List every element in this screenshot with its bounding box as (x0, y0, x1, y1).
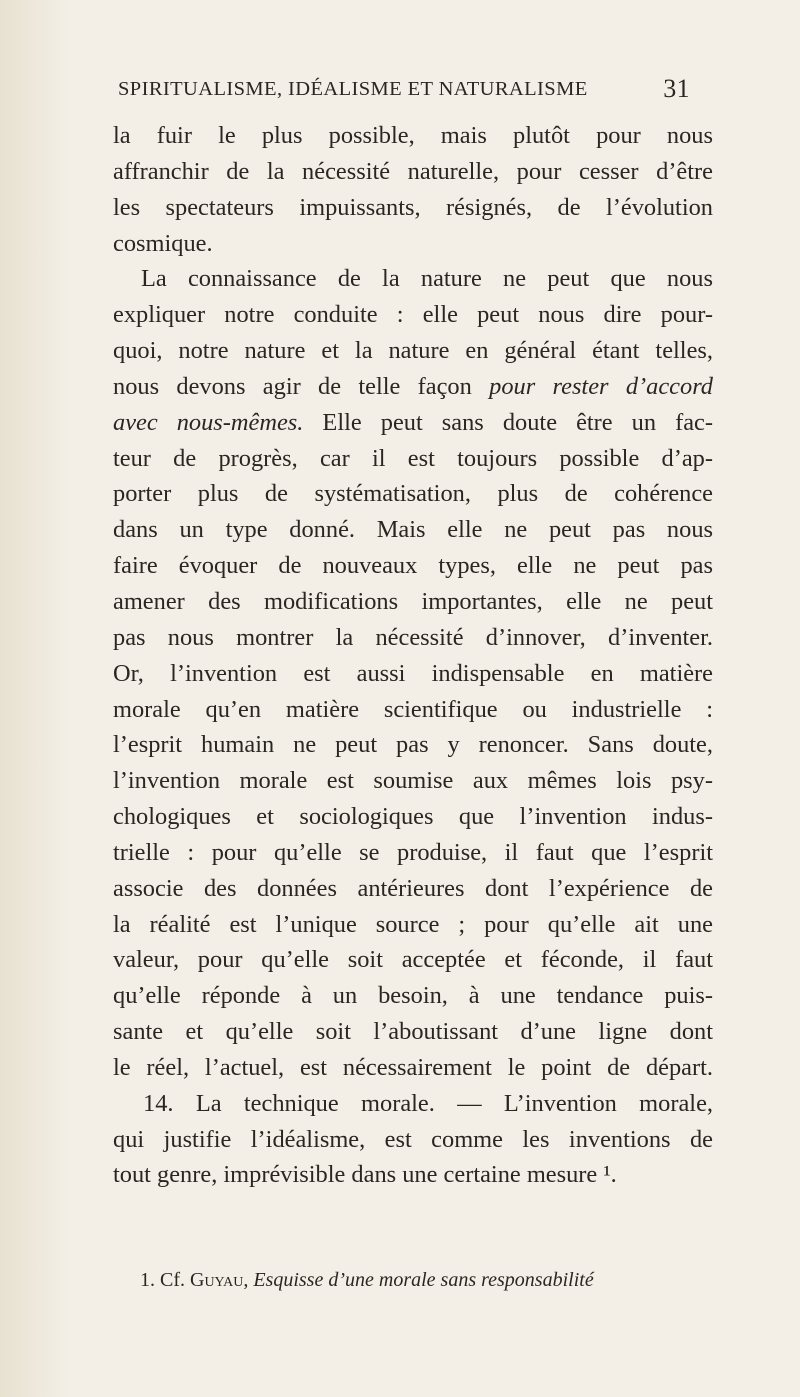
text-line: tout genre, imprévisible dans une certaine mesure ¹. (113, 1161, 617, 1189)
text-line: porter plus de systématisation, plus de cohérence (113, 480, 713, 508)
footnote-title: Esquisse d’une morale sans responsabilité (253, 1269, 594, 1291)
italic-segment: pour rester d’accord (489, 372, 713, 400)
body-text (113, 118, 713, 1193)
text-line: les spectateurs impuissants, résignés, de l’évolution (113, 193, 713, 221)
text-line: sante et qu’elle soit l’aboutissant d’une ligne dont (113, 1018, 713, 1046)
italic-segment: avec nous-mêmes. (113, 408, 304, 436)
text-line: pas nous montrer la nécessité d’innover, d’inventer. (113, 623, 713, 651)
text-line: qui justifie l’idéalisme, est comme les inventions de (113, 1125, 713, 1153)
footnote-separator: , (243, 1269, 254, 1291)
text-line: morale qu’en matière scientifique ou industrielle : (113, 695, 713, 723)
text-line: le réel, l’actuel, est nécessairement le point de départ. (113, 1053, 713, 1081)
text-line: la fuir le plus possible, mais plutôt pour nous (113, 122, 713, 149)
text-line: Or, l’invention est aussi indispensable en matière (113, 659, 713, 687)
text-line: teur de progrès, car il est toujours possible d’ap- (113, 444, 713, 472)
section-heading-line: 14. La technique morale. — L’invention morale, (143, 1089, 713, 1117)
roman-segment: Elle peut sans doute être un fac- (303, 408, 713, 436)
text-line: amener des modifications importantes, elle ne peut (113, 587, 713, 615)
roman-segment: nous devons agir de telle façon (113, 372, 490, 400)
text-line: La connaissance de la nature ne peut que nous (141, 265, 713, 293)
text-line: dans un type donné. Mais elle ne peut pas nous (113, 516, 713, 544)
text-line: qu’elle réponde à un besoin, à une tendance puis- (113, 982, 713, 1010)
text-line: affranchir de la nécessité naturelle, pour cesser d’être (113, 157, 713, 185)
footnote (140, 1269, 720, 1292)
text-line: expliquer notre conduite : elle peut nous dire pour- (113, 301, 713, 329)
text-line: valeur, pour qu’elle soit acceptée et féconde, il faut (113, 946, 713, 974)
text-line: associe des données antérieures dont l’expérience de (113, 874, 713, 902)
text-line: faire évoquer de nouveaux types, elle ne peut pas (113, 552, 713, 580)
text-line: quoi, notre nature et la nature en général étant telles, (113, 337, 713, 365)
page-number: 31 (663, 74, 690, 103)
text-line: trielle : pour qu’elle se produise, il faut que l’esprit (113, 838, 713, 866)
text-line: l’esprit humain ne peut pas y renoncer. Sans doute, (113, 731, 713, 759)
footnote-author: Guyau (190, 1269, 244, 1291)
footnote-marker: 1. Cf. (140, 1269, 190, 1291)
text-line: la réalité est l’unique source ; pour qu’elle ait une (113, 910, 713, 938)
text-line: cosmique. (113, 229, 213, 257)
text-line-mixed (113, 369, 713, 405)
running-title: SPIRITUALISME, IDÉALISME ET NATURALISME (118, 78, 588, 100)
text-line: l’invention morale est soumise aux mêmes lois psy- (113, 767, 713, 795)
running-header (118, 74, 690, 108)
text-line-mixed (113, 405, 713, 441)
text-line: chologiques et sociologiques que l’invention indus- (113, 803, 713, 831)
